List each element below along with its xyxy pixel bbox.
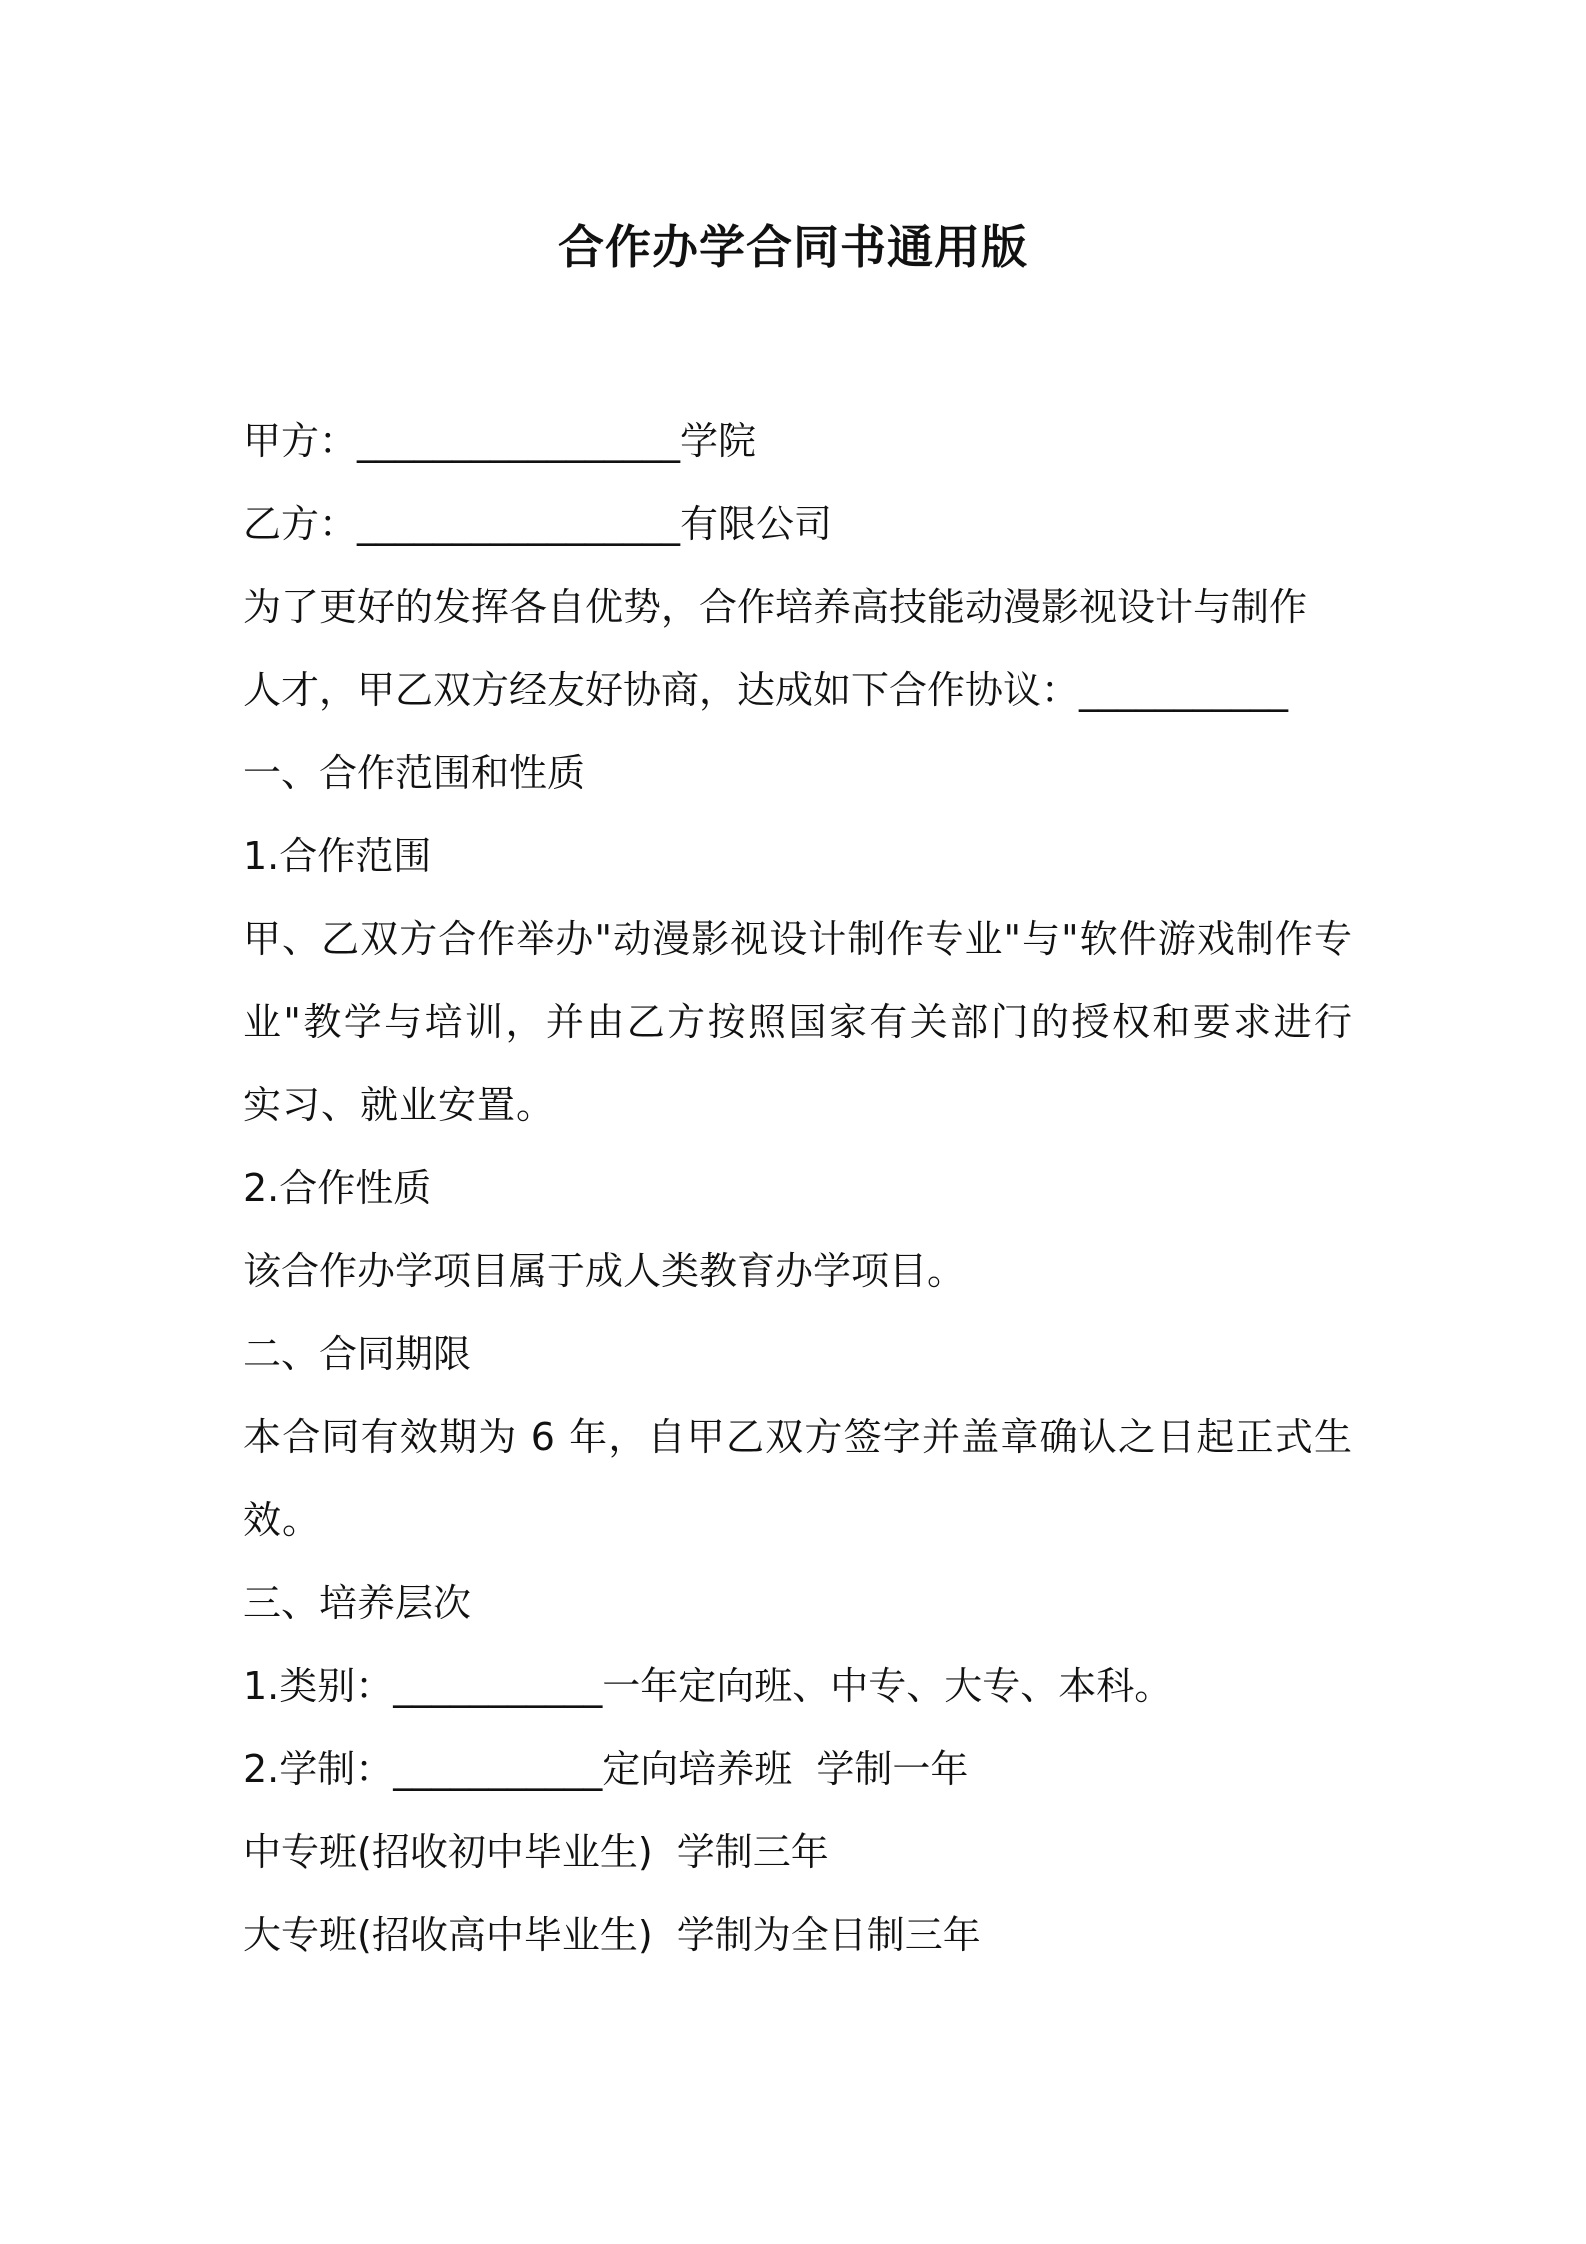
party-a-label: 甲方： xyxy=(243,419,358,463)
section-2-text: 本合同有效期为 6 年，自甲乙双方签字并盖章确认之日起正式生效。 xyxy=(243,1415,1353,1542)
party-a-blank: _________________ xyxy=(357,419,681,463)
section-3-item-1-text: 一年定向班、中专、大专、本科。 xyxy=(602,1664,1173,1708)
section-3-item-2-text: 定向培养班 学制一年 xyxy=(602,1747,969,1791)
section-3-item-2 xyxy=(243,1728,1353,1811)
intro-line-2-text: 人才，甲乙双方经友好协商，达成如下合作协议： xyxy=(243,668,1080,712)
document-body xyxy=(243,400,1353,1977)
section-1-item-1-text: 甲、乙双方合作举办"动漫影视设计制作专业"与"软件游戏制作专业"教学与培训，并由乙方按照国家有关部门的授权和要求进行实习、就业安置。 xyxy=(243,917,1353,1127)
party-b-blank: _________________ xyxy=(357,502,681,546)
section-3-item-1-blank: ___________ xyxy=(393,1664,603,1708)
section-3-item-2-blank: ___________ xyxy=(393,1747,603,1791)
intro-line-2 xyxy=(243,649,1353,732)
section-1-item-2-heading: 2.合作性质 xyxy=(243,1166,432,1210)
section-2-heading: 二、合同期限 xyxy=(243,1332,472,1376)
party-b-suffix: 有限公司 xyxy=(680,502,833,546)
section-3-item-1 xyxy=(243,1645,1353,1728)
section-3-item-1-label: 1.类别： xyxy=(243,1664,394,1708)
party-b-line xyxy=(243,483,1353,566)
intro-line-1: 为了更好的发挥各自优势，合作培养高技能动漫影视设计与制作 xyxy=(243,585,1308,629)
section-1-item-1-heading: 1.合作范围 xyxy=(243,834,432,878)
section-3-heading: 三、培养层次 xyxy=(243,1581,472,1625)
section-3-line-3: 中专班(招收初中毕业生) 学制三年 xyxy=(243,1830,829,1874)
party-a-suffix: 学院 xyxy=(680,419,757,463)
section-1-heading: 一、合作范围和性质 xyxy=(243,751,586,795)
party-a-line xyxy=(243,400,1353,483)
party-b-label: 乙方： xyxy=(243,502,358,546)
section-3-line-4: 大专班(招收高中毕业生) 学制为全日制三年 xyxy=(243,1913,981,1957)
document-title: 合作办学合同书通用版 xyxy=(558,220,1028,274)
intro-blank: ___________ xyxy=(1079,668,1289,712)
section-3-item-2-label: 2.学制： xyxy=(243,1747,394,1791)
section-1-item-2-text: 该合作办学项目属于成人类教育办学项目。 xyxy=(243,1249,966,1293)
